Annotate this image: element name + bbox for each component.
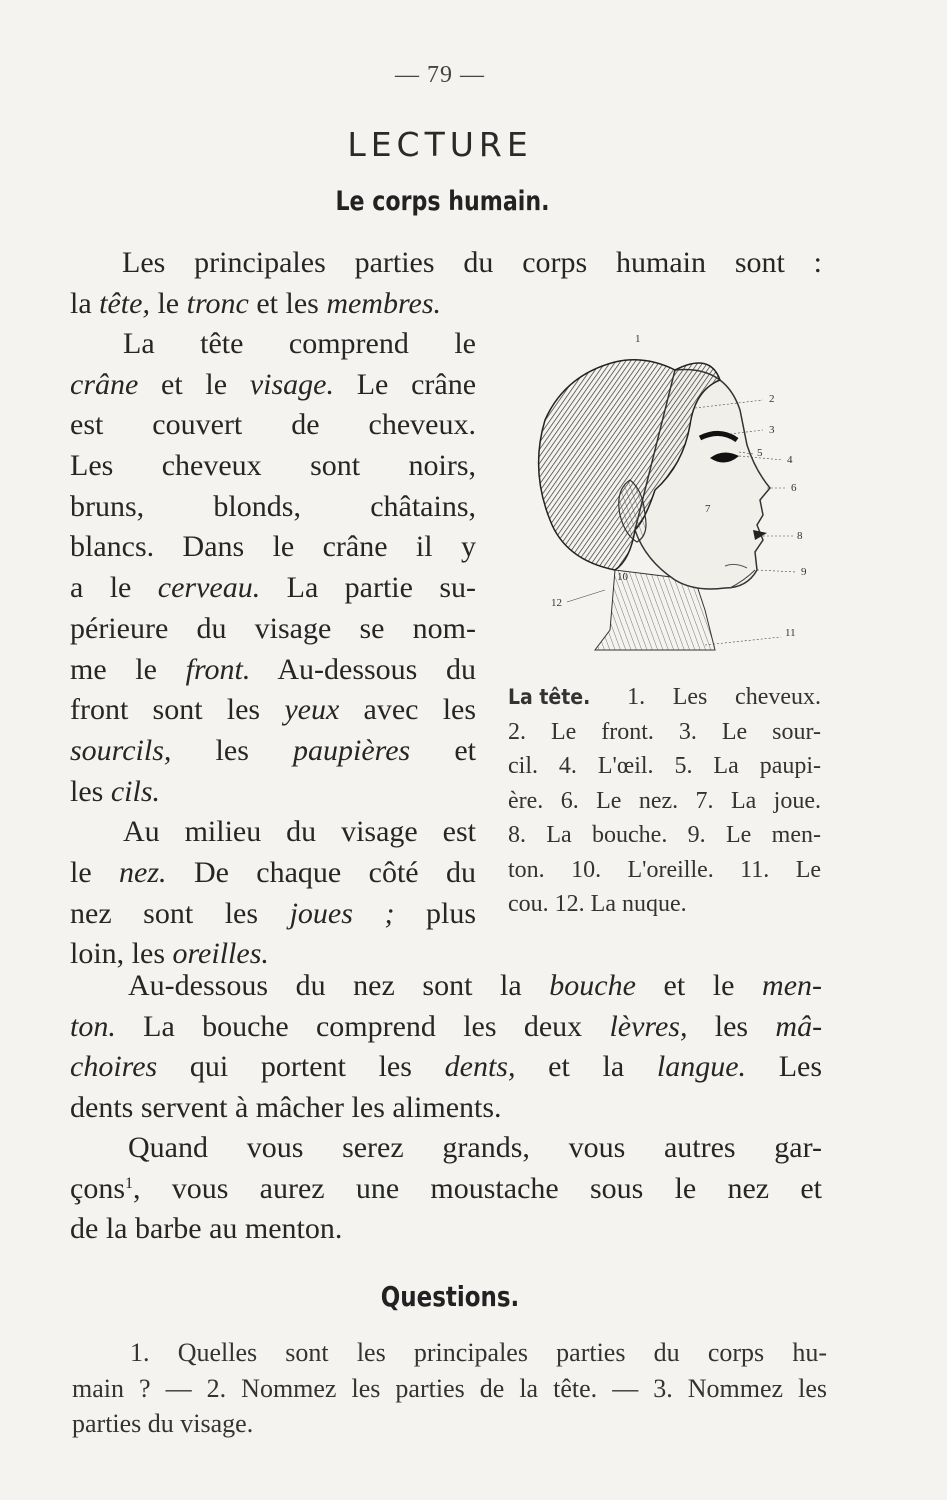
intro-line: Les principales parties du corps humain sont : bbox=[122, 246, 822, 279]
text-line: bruns, blonds, châtains, bbox=[70, 489, 476, 523]
text-line: blancs. Dans le crâne il y bbox=[70, 530, 476, 564]
footnote-marker: 1 bbox=[125, 1174, 133, 1192]
svg-text:7: 7 bbox=[705, 503, 711, 515]
head-paragraph bbox=[70, 324, 476, 975]
text-line: front sont les yeux avec les bbox=[70, 693, 477, 727]
text-line: sourcils, les paupières et bbox=[70, 733, 477, 767]
text-line: Quand vous serez grands, vous autres gar- bbox=[128, 1131, 822, 1164]
svg-text:5: 5 bbox=[757, 447, 763, 459]
svg-text:6: 6 bbox=[791, 482, 797, 494]
head-profile-illustration bbox=[525, 330, 825, 675]
question-line: 1. Quelles sont les principales parties du corps hu- bbox=[130, 1338, 827, 1367]
svg-text:2: 2 bbox=[769, 393, 775, 405]
svg-text:1: 1 bbox=[635, 333, 641, 345]
text-line: Au milieu du visage est bbox=[123, 815, 476, 849]
question-line: main ? — 2. Nommez les parties de la tête. — 3. Nommez les bbox=[72, 1373, 827, 1403]
text-line: crâne et le visage. Le crâne bbox=[70, 367, 477, 401]
text-line: a le cerveau. La partie su- bbox=[70, 571, 477, 605]
text-line: périeure du visage se nom- bbox=[70, 611, 476, 645]
caption-line: La tête. 1. Les cheveux. bbox=[508, 680, 821, 715]
section-heading: LECTURE bbox=[347, 125, 533, 164]
caption-line: cou. 12. La nuque. bbox=[508, 891, 687, 917]
caption-line: cil. 4. L'œil. 5. La paupi- bbox=[508, 753, 821, 779]
text-line: me le front. Au-dessous du bbox=[70, 652, 476, 686]
text-line: est couvert de cheveux. bbox=[70, 408, 476, 442]
caption-line: ère. 6. Le nez. 7. La joue. bbox=[508, 787, 821, 814]
svg-text:3: 3 bbox=[769, 424, 775, 436]
mouth-paragraph bbox=[70, 966, 822, 1129]
lesson-title: Le corps humain. bbox=[335, 186, 550, 217]
text-line: çons$^1$, vous aurez une moustache sous le nez et bbox=[70, 1171, 822, 1205]
text-line: choires qui portent les dents, et la langue. Les bbox=[70, 1050, 823, 1084]
svg-text:4: 4 bbox=[787, 454, 793, 466]
questions-heading: Questions. bbox=[380, 1280, 520, 1313]
text-line: La tête comprend le bbox=[123, 327, 476, 360]
question-line: parties du visage. bbox=[72, 1409, 254, 1438]
caption-title: La tête. bbox=[508, 685, 591, 709]
svg-text:10: 10 bbox=[617, 571, 628, 583]
figure-caption bbox=[508, 680, 821, 922]
text-line: Les cheveux sont noirs, bbox=[70, 449, 476, 483]
text-line: les cils. bbox=[70, 774, 160, 808]
text-line: le nez. De chaque côté du bbox=[70, 855, 476, 889]
svg-text:11: 11 bbox=[785, 627, 796, 639]
text-line: loin, les oreilles. bbox=[70, 937, 269, 971]
intro-line: la tête, le tronc et les membres. bbox=[70, 286, 442, 320]
beard-paragraph bbox=[70, 1128, 822, 1250]
page-number: — 79 — bbox=[395, 62, 485, 88]
caption-line: 2. Le front. 3. Le sour- bbox=[508, 718, 821, 745]
text-line: ton. La bouche comprend les deux lèvres, les mâ- bbox=[70, 1009, 823, 1043]
text-line: Au-dessous du nez sont la bouche et le men- bbox=[128, 969, 823, 1002]
svg-text:9: 9 bbox=[801, 566, 807, 578]
text-line: de la barbe au menton. bbox=[70, 1212, 343, 1246]
intro-paragraph bbox=[70, 243, 822, 324]
svg-text:12: 12 bbox=[551, 597, 562, 609]
svg-text:8: 8 bbox=[797, 530, 803, 542]
questions-block bbox=[72, 1335, 827, 1442]
text-line: nez sont les joues ; plus bbox=[70, 896, 477, 930]
text-line: dents servent à mâcher les aliments. bbox=[70, 1091, 502, 1125]
caption-line: ton. 10. L'oreille. 11. Le bbox=[508, 856, 821, 883]
caption-line: 8. La bouche. 9. Le men- bbox=[508, 822, 821, 848]
